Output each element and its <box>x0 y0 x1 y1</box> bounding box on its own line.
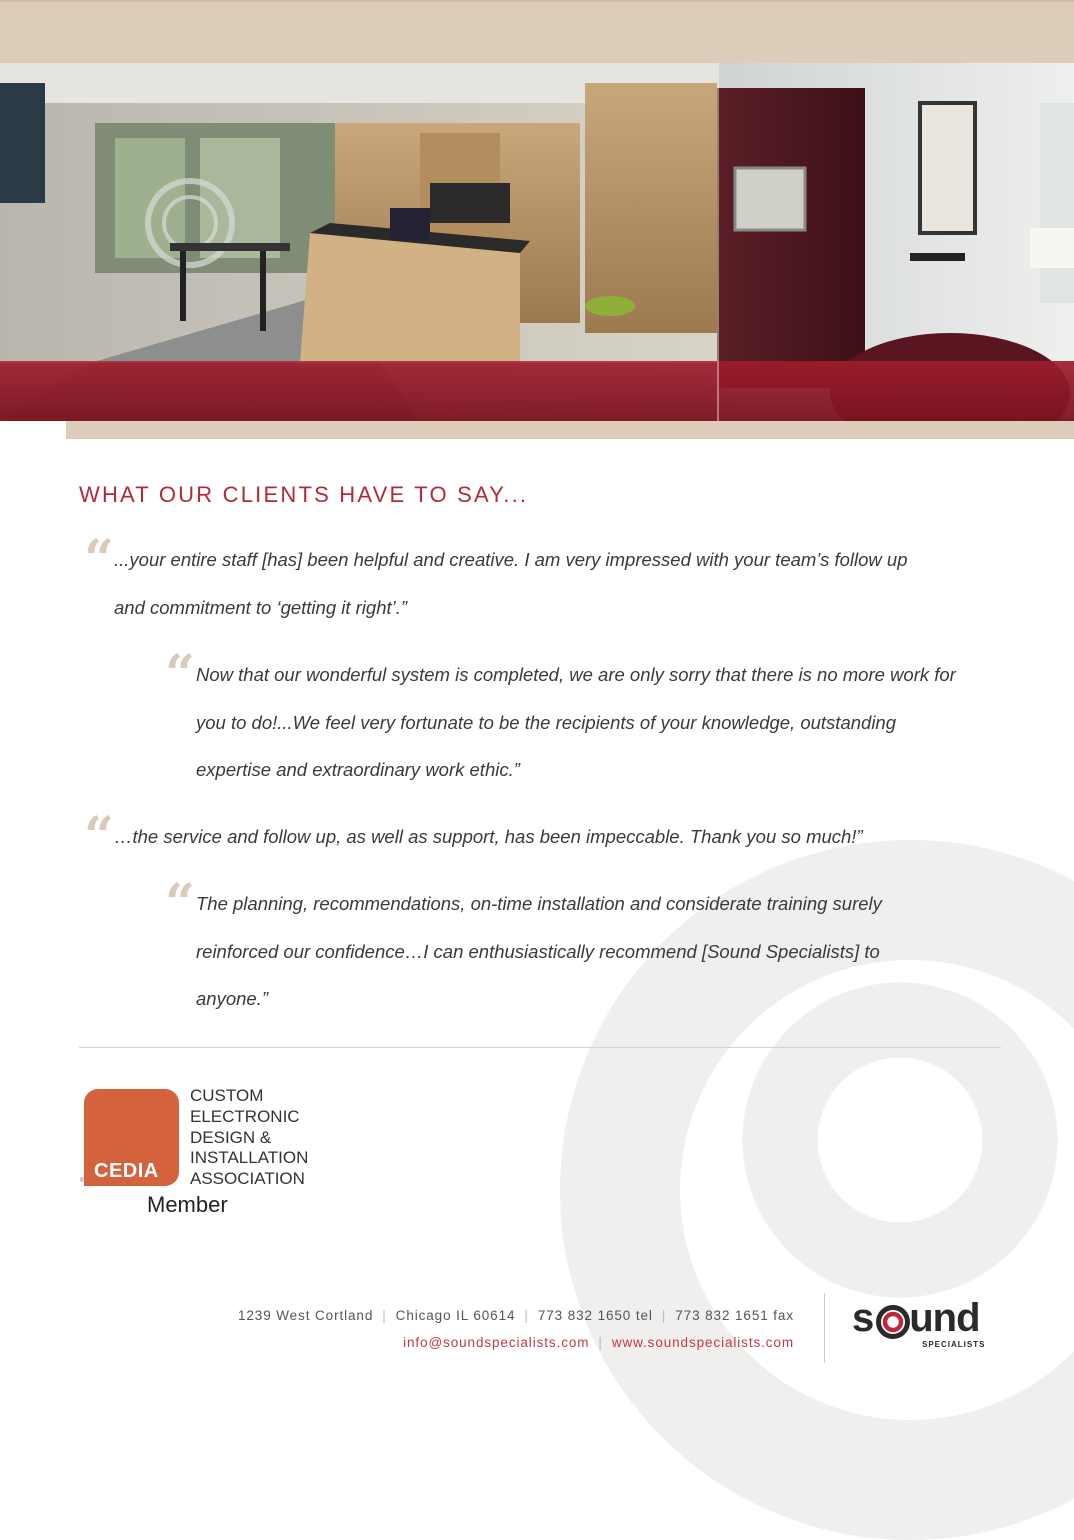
testimonial-text: ...your entire staff [has] been helpful and creative. I am very impressed with your team’s follow up and commitment to ‘getting it right’.” <box>114 549 908 618</box>
testimonial-text: Now that our wonderful system is completed, we are only sorry that there is no more work for you to do!...We feel very fortunate to be the recipients of your knowledge, outstanding expertise and extraordinary work ethic.” <box>196 664 956 780</box>
under-photo-beige-band <box>66 421 1074 439</box>
cedia-line: INSTALLATION <box>190 1148 309 1168</box>
cedia-logo-text: CEDIA <box>94 1160 159 1182</box>
email-link[interactable]: info@soundspecialists.com <box>403 1335 590 1350</box>
quote-mark-icon: “ <box>165 873 195 934</box>
registered-mark: ® <box>80 1178 85 1184</box>
fax: 773 832 1651 fax <box>675 1308 794 1323</box>
separator: | <box>524 1308 529 1323</box>
logo-wordmark <box>852 1296 980 1341</box>
cedia-member-label: Member <box>147 1192 228 1217</box>
red-overlay-band <box>0 361 1074 421</box>
interior-photos <box>0 63 1074 421</box>
quote-mark-icon: “ <box>84 806 114 867</box>
telephone: 773 832 1650 tel <box>537 1308 653 1323</box>
city: Chicago IL 60614 <box>395 1308 516 1323</box>
cedia-logo <box>84 1089 179 1186</box>
divider-rule <box>79 1047 1001 1048</box>
contact-info <box>238 1306 794 1360</box>
cedia-line: DESIGN & <box>190 1127 272 1147</box>
testimonial-quote <box>165 873 945 1035</box>
separator: | <box>598 1335 603 1350</box>
framed-poster <box>920 103 975 233</box>
mahogany-panel <box>717 88 865 388</box>
website-link[interactable]: www.soundspecialists.com <box>611 1335 794 1350</box>
vertical-divider <box>824 1293 825 1363</box>
hero-photo-strip <box>0 63 1074 421</box>
logo-ring-icon <box>875 1303 911 1339</box>
logo-letters-und: und <box>909 1296 980 1340</box>
testimonial-text: …the service and follow up, as well as support, has been impeccable. Thank you so much!” <box>114 826 863 847</box>
cedia-line: CUSTOM <box>190 1086 264 1105</box>
top-beige-band <box>0 0 1074 63</box>
quote-mark-icon: “ <box>165 644 195 705</box>
cedia-full-name <box>190 1086 308 1190</box>
address: 1239 West Cortland <box>237 1308 374 1323</box>
cedia-line: ASSOCIATION <box>190 1169 305 1189</box>
panel-tv <box>735 168 805 230</box>
contact-line-address <box>238 1306 794 1333</box>
kitchen-monitor <box>390 208 430 240</box>
sound-specialists-logo <box>848 1296 1008 1356</box>
testimonial-text: The planning, recommendations, on-time installation and considerate training surely reinforced our confidence…I can enthusiastically recommend [Sound Specialists] to anyone.” <box>196 893 882 1009</box>
section-heading: WHAT OUR CLIENTS HAVE TO SAY... <box>79 482 529 507</box>
contact-line-web <box>238 1333 794 1360</box>
logo-subtitle: SPECIALISTS <box>922 1340 986 1349</box>
testimonial-quote <box>165 644 975 806</box>
logo-letter-s: s <box>852 1296 874 1340</box>
quote-mark-icon: “ <box>84 529 114 590</box>
separator: | <box>661 1308 667 1323</box>
cedia-member-badge <box>79 1086 339 1226</box>
cedia-line: ELECTRONIC <box>190 1106 300 1126</box>
wall-tv <box>0 83 45 203</box>
separator: | <box>382 1308 387 1323</box>
testimonial-quote <box>84 806 984 873</box>
testimonial-quote <box>84 529 914 643</box>
